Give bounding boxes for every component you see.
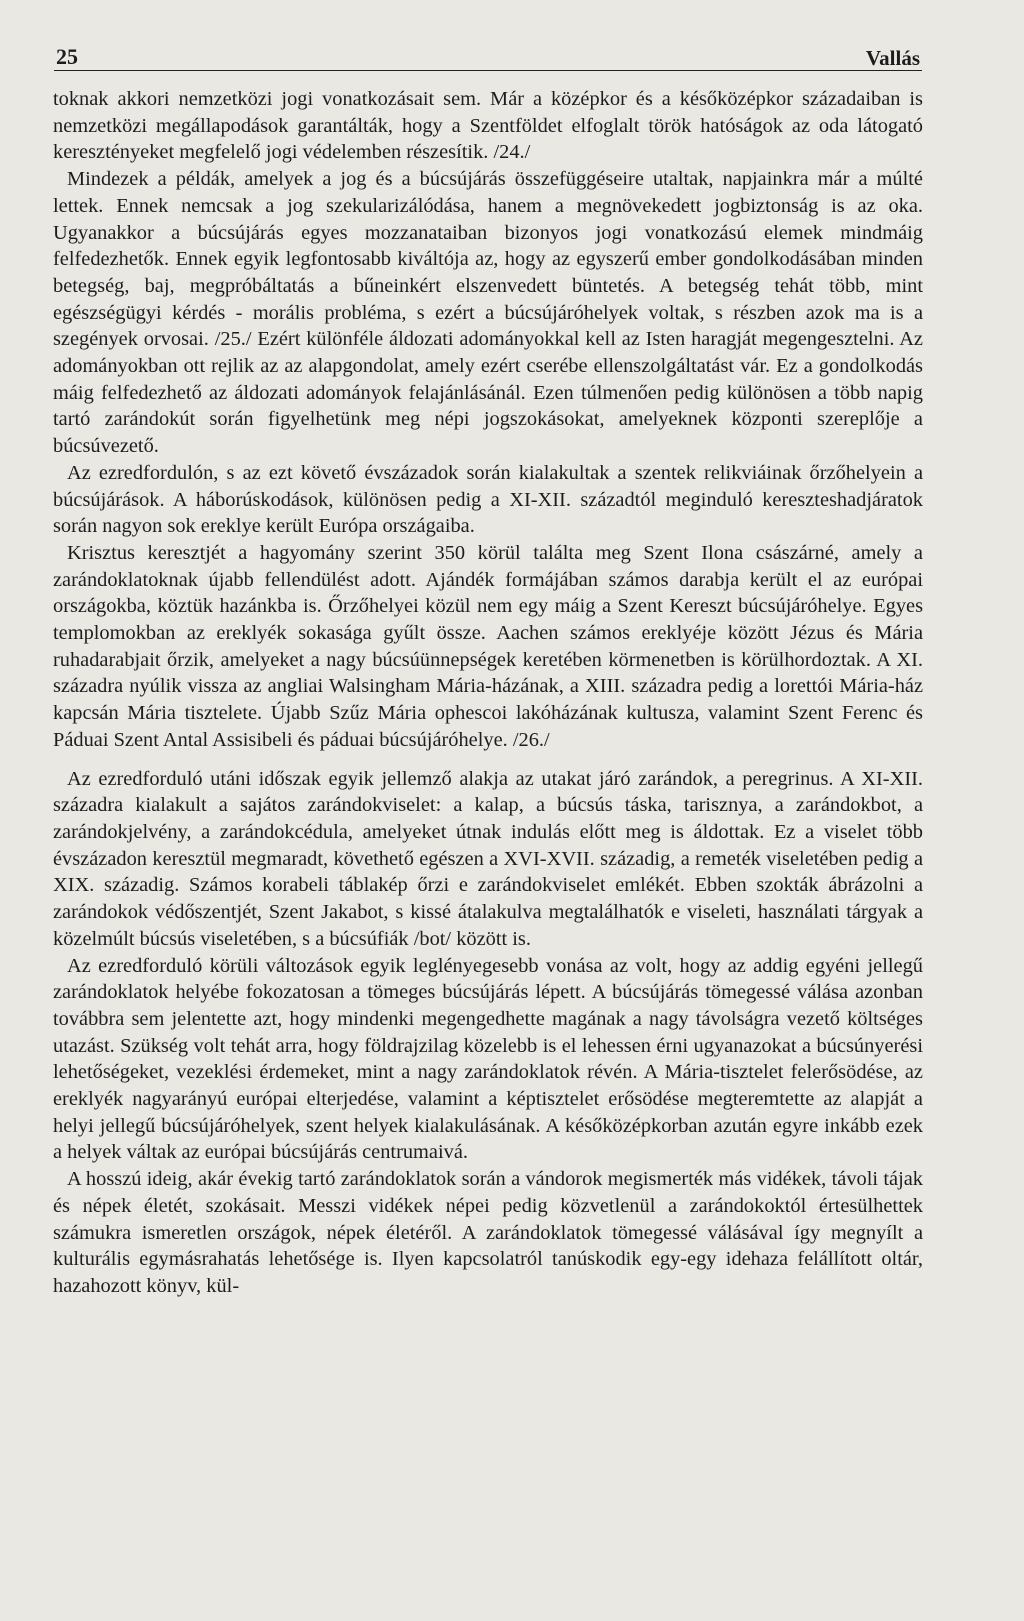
paragraph-7: A hosszú ideig, akár évekig tartó zarándoklatok során a vándorok megismerték más vidékek, távoli tájak és népek életét, szokásait. Messzi vidékek népei pedig közvetlenül a zarándokoktól értesülhettek számukra ismeretlen országok, népek életéről. A zarándoklatok tömegessé válásával így megnyílt a kulturális egymásrahatás lehetősége is. Ilyen kapcsolatról tanúskodik egy-egy idehaza felállított oltár, hazahozott könyv, kül- bbox=[53, 1168, 923, 1297]
paragraph-2: Mindezek a példák, amelyek a jog és a búcsújárás összefüggéseire utaltak, napjainkra már a múlté lettek. Ennek nemcsak a jog szekularizálódása, hanem a megnövekedett jogbiztonság is az oka. Ugyanakkor a búcsújárás egyes mozzanataiban bizonyos jogi vonatkozású elemek mindmáig felfedezhetők. Ennek egyik legfontosabb kiváltója az, hogy az egyszerű ember gondolkodásában minden betegség, baj, megpróbáltatás a bűneinkért elszenvedett büntetés. A betegség tehát több, mint egészségügyi kérdés - morális probléma, s ezért a búcsújáróhelyek voltak, s részben azok ma is a szegények orvosai. /25./ Ezért különféle áldozati adományokkal kell az Isten haragját megengesztelni. Az adományokban ott rejlik az az alapgondolat, amely ezért cserébe ellenszolgáltatást vár. Ez a gondolkodás máig felfedezhető az áldozati adományok felajánlásánál. Ezen túlmenően pedig különösen a több napig tartó zarándokút során figyelhetünk meg népi jogszokásokat, amelyeknek központi szereplője a búcsúvezető. bbox=[53, 168, 923, 458]
paragraph-5: Az ezredforduló utáni időszak egyik jellemző alakja az utakat járó zarándok, a peregrinus. A XI-XII. századra kialakult a sajátos zarándokviselet: a kalap, a búcsús táska, tarisznya, a zarándokbot, a zarándokjelvény, a zarándokcédula, amelyeket útnak indulás előtt meg is áldottak. Ez a viselet több évszázadon keresztül megmaradt, követhető egészen a XVI-XVII. századig, a remeték viseletében pedig a XIX. századig. Számos korabeli táblakép őrzi e zarándokviselet emlékét. Ebben szokták ábrázolni a zarándokok védőszentjét, Szent Jakabot, s kissé átalakulva megtalálhatók e viseleti, használati tárgyak a közelmúlt búcsús viseletében, s a búcsúfiák /bot/ között is. bbox=[53, 767, 923, 950]
paragraph-1: toknak akkori nemzetközi jogi vonatkozásait sem. Már a középkor és a későközépkor századaiban is nemzetközi megállapodások garantálták, hogy a Szentföldet elfoglalt török hatóságok az oda látogató keresztényeket megfelelő jogi védelemben részesítik. /24./ bbox=[53, 88, 923, 164]
page-number: 25 bbox=[56, 44, 78, 69]
paragraph-6: Az ezredforduló körüli változások egyik leglényegesebb vonása az volt, hogy az addig egyéni jellegű zarándoklatok helyébe fokozatosan a tömeges búcsújárás lépett. A búcsújárás tömegessé válása azonban továbbra sem jelentette azt, hogy mindenki megengedhette magának a nagy távolságra vezető költséges utazást. Szükség volt tehát arra, hogy földrajzilag közelebb is el lehessen érni ugyanazokat a búcsúnyerési lehetőségeket, vezeklési érdemeket, mint a nagy zarándoklatok révén. A Mária-tisztelet felerősödése, az ereklyék nagyarányú európai elterjedése, valamint a képtisztelet erősödése megteremtette az alapját a helyi jellegű búcsújáróhelyek, szent helyek kialakulásának. A későközépkorban azután egyre inkább ezek a helyek váltak az európai búcsújárás centrumaivá. bbox=[53, 954, 923, 1164]
paragraph-4: Krisztus keresztjét a hagyomány szerint 350 körül találta meg Szent Ilona császárné, amely a zarándoklatoknak újabb fellendülést adott. Ajándék formájában számos darabja került el az európai országokba, köztük hazánkba is. Őrzőhelyei közül nem egy máig a Szent Kereszt búcsújáróhelye. Egyes templomokban az ereklyék sokasága gyűlt össze. Aachen számos ereklyéje között Jézus és Mária ruhadarabjait őrzik, amelyeket a nagy búcsúünnepségek keretében körmenetben is körülhordoztak. A XI. századra nyúlik vissza az angliai Walsingham Mária-házának, a XIII. századra pedig a lorettói Mária-ház kapcsán Mária tisztelete. Újabb Szűz Mária ophescoi lakóházának kultusza, valamint Szent Ferenc és Páduai Szent Antal Assisibeli és páduai búcsújáróhelye. /26./ bbox=[53, 541, 923, 751]
paragraph-3: Az ezredfordulón, s az ezt követő évszázadok során kialakultak a szentek relikviáinak őrzőhelyein a búcsújárások. A háborúskodások, különösen pedig a XI-XII. századtól meginduló kereszteshadjáratok során nagyon sok ereklye került Európa országaiba. bbox=[53, 461, 923, 538]
running-title: Vallás bbox=[865, 46, 920, 70]
body-text bbox=[53, 86, 923, 1300]
page-header bbox=[54, 40, 922, 71]
